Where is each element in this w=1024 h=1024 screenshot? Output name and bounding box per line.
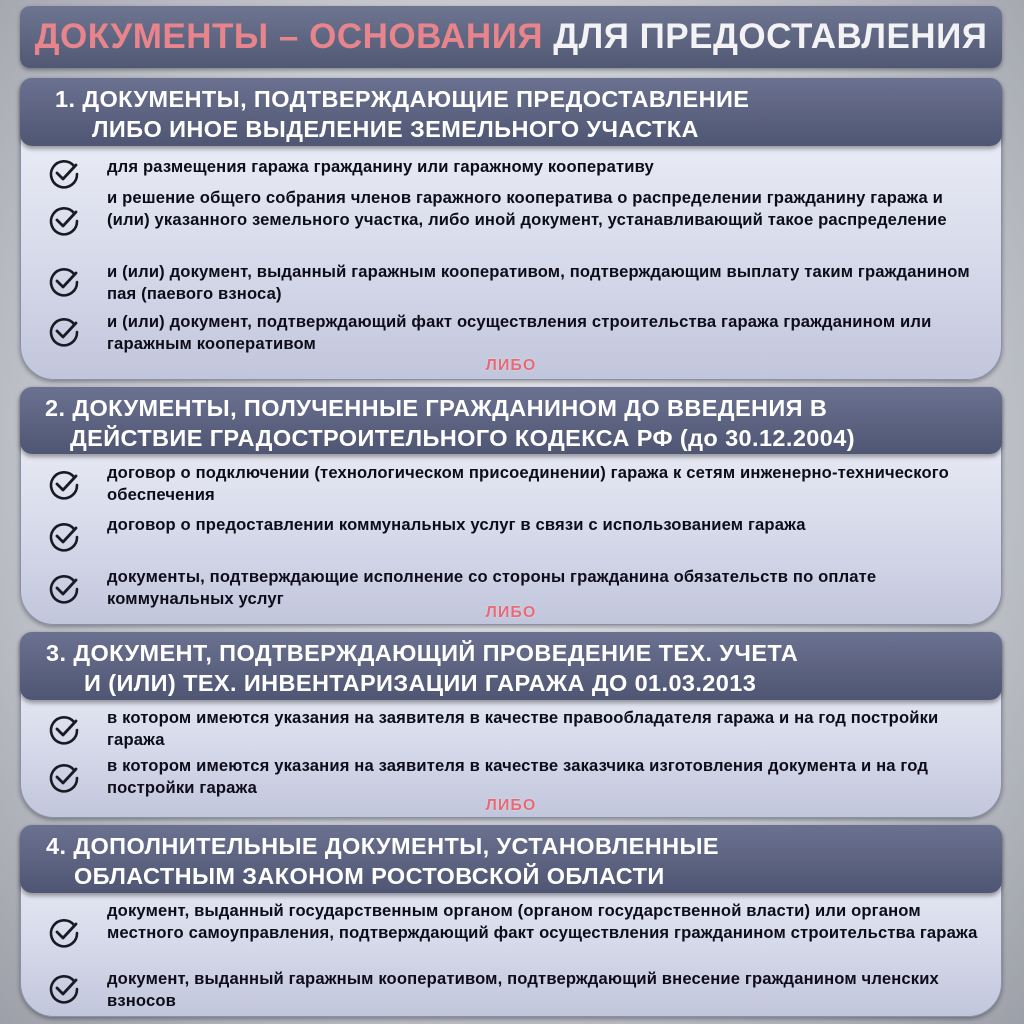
check-circle-icon (47, 204, 81, 238)
list-item-text: и решение общего собрания членов гаражного кооператива о распределении гражданину гаража и (или) указанного земельного участка, либо иной документ, устанавливающий такое распределение (107, 188, 947, 229)
section-2-header-line-2: ДЕЙСТВИЕ ГРАДОСТРОИТЕЛЬНОГО КОДЕКСА РФ (до 30.12.2004) (70, 425, 855, 451)
section-3-header (20, 632, 1002, 700)
check-circle-icon (47, 972, 81, 1006)
section-2-header-line-1: 2. ДОКУМЕНТЫ, ПОЛУЧЕННЫЕ ГРАЖДАНИНОМ ДО ВВЕДЕНИЯ В (45, 395, 828, 421)
separator-libo: ЛИБО (485, 797, 537, 814)
page-title (20, 6, 1002, 68)
check-circle-icon (47, 265, 81, 299)
section-4-header-line-1: 4. ДОПОЛНИТЕЛЬНЫЕ ДОКУМЕНТЫ, УСТАНОВЛЕННЫЕ (46, 833, 719, 859)
section-4-header (20, 825, 1002, 893)
check-circle-icon (47, 713, 81, 747)
check-circle-icon (47, 916, 81, 950)
check-circle-icon (47, 468, 81, 502)
section-1-header (20, 78, 1002, 146)
check-circle-icon (47, 315, 81, 349)
list-item-text: документ, выданный гаражным кооперативом, подтверждающий внесение гражданином членских взносов (107, 969, 939, 1010)
check-circle-icon (47, 761, 81, 795)
check-circle-icon (47, 572, 81, 606)
section-1 (20, 78, 1002, 380)
list-item-text: в котором имеются указания на заявителя в качестве правообладателя гаража и на год постройки гаража (107, 708, 939, 749)
check-circle-icon (47, 157, 81, 191)
list-item-text: в котором имеются указания на заявителя в качестве заказчика изготовления документа и на год постройки гаража (107, 756, 929, 797)
check-circle-icon (47, 520, 81, 554)
section-4-header-line-2: ОБЛАСТНЫМ ЗАКОНОМ РОСТОВСКОЙ ОБЛАСТИ (74, 863, 665, 889)
section-1-header-line-1: 1. ДОКУМЕНТЫ, ПОДТВЕРЖДАЮЩИЕ ПРЕДОСТАВЛЕНИЕ (55, 86, 750, 112)
section-2-header (20, 387, 1002, 454)
section-2 (20, 387, 1002, 625)
section-4 (20, 825, 1002, 1017)
title-part-highlight: ДОКУМЕНТЫ – ОСНОВАНИЯ (34, 17, 544, 56)
section-3 (20, 632, 1002, 818)
section-1-header-line-2: ЛИБО ИНОЕ ВЫДЕЛЕНИЕ ЗЕМЕЛЬНОГО УЧАСТКА (92, 116, 699, 142)
list-item-text: договор о подключении (технологическом присоединении) гаража к сетям инженерно-технического обеспечения (107, 463, 949, 504)
list-item-text: и (или) документ, выданный гаражным кооперативом, подтверждающим выплату таким гражданином пая (паевого взноса) (107, 262, 970, 303)
list-item-text: и (или) документ, подтверждающий факт осуществления строительства гаража гражданином или гаражным кооперативом (107, 312, 932, 353)
section-3-header-line-1: 3. ДОКУМЕНТ, ПОДТВЕРЖДАЮЩИЙ ПРОВЕДЕНИЕ ТЕХ. УЧЕТА (46, 640, 799, 666)
section-3-header-line-2: И (ИЛИ) ТЕХ. ИНВЕНТАРИЗАЦИИ ГАРАЖА ДО 01.03.2013 (84, 670, 757, 696)
list-item-text: для размещения гаража гражданину или гаражному кооперативу (107, 157, 654, 176)
title-part-main: ДЛЯ ПРЕДОСТАВЛЕНИЯ (553, 17, 988, 56)
list-item-text: документы, подтверждающие исполнение со стороны гражданина обязательств по оплате коммунальных услуг (107, 567, 877, 608)
separator-libo: ЛИБО (485, 604, 537, 621)
list-item-text: договор о предоставлении коммунальных услуг в связи с использованием гаража (107, 515, 806, 534)
separator-libo: ЛИБО (485, 357, 537, 374)
list-item-text: документ, выданный государственным органом (органом государственной власти) или органом местного самоуправления, подтверждающий факт осуществления гражданином строительства гаража (107, 901, 978, 942)
